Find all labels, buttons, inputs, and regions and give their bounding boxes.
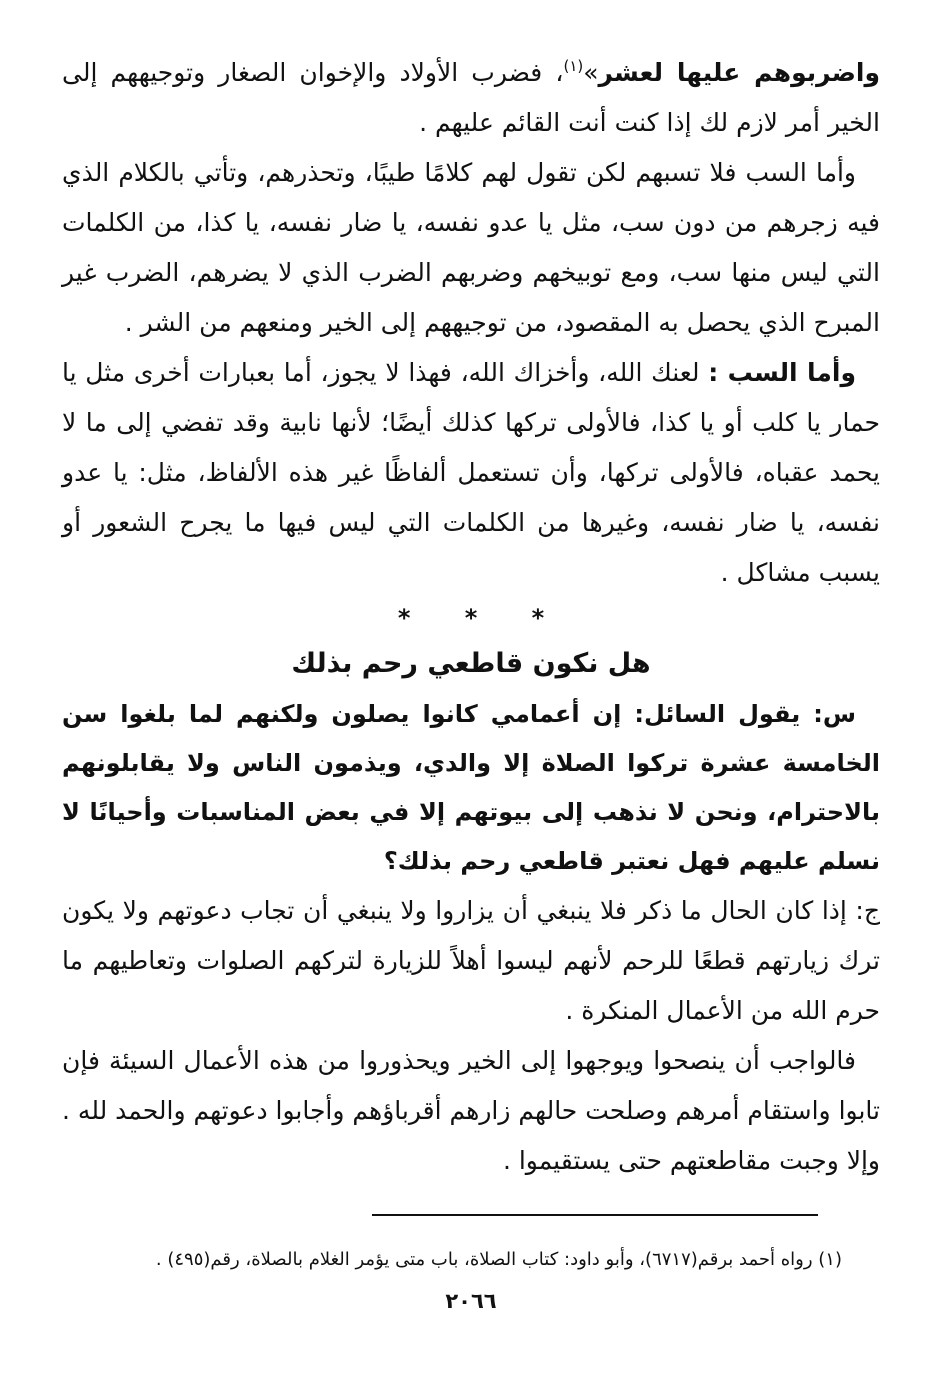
quote-mark: » [583, 58, 599, 87]
answer-text: ج: إذا كان الحال ما ذكر فلا ينبغي أن يزاروا ولا ينبغي أن تجاب دعوتهم ولا يكون ترك زيارتهم قطعًا للرحم لأنهم ليسوا أهلاً للزيارة لتركهم الصلوات وتعاطيهم ما حرم الله من الأعمال المنكرة . [62, 896, 880, 1025]
section-separator: * * * [397, 604, 545, 632]
paragraph-2: وأما السب فلا تسبهم لكن تقول لهم كلامًا طيبًا، وتحذرهم، وتأتي بالكلام الذي فيه زجرهم من دون سب، مثل يا عدو نفسه، يا ضار نفسه، يا كذا، من الكلمات التي ليس منها سب، ومع توبيخهم وضربهم الضرب الذي لا يضرهم، الضرب غير المبرح الذي يحصل به المقصود، من توجيههم إلى الخير ومنعهم من الشر . [62, 158, 880, 337]
paragraph-3-text: لعنك الله، وأخزاك الله، فهذا لا يجوز، أما بعبارات أخرى مثل يا حمار يا كلب أو يا كذا، فالأولى تركها كذلك أيضًا؛ لأنها نابية وقد تفضي إلى ما لا يحمد عقباه، فالأولى تركها، وأن تستعمل ألفاظًا غير هذه الألفاظ، مثل: يا عدو نفسه، يا ضار نفسه، وغيرها من الكلمات التي ليس فيها ما يجرح الشعور أو يسبب مشاكل . [62, 358, 880, 587]
conclusion-text: فالواجب أن ينصحوا ويوجهوا إلى الخير ويحذوروا من هذه الأعمال السيئة فإن تابوا واستقام أمرهم وصلحت حالهم زارهم أقرباؤهم وأجابوا دعوتهم والحمد لله . وإلا وجبت مقاطعتهم حتى يستقيموا . [62, 1046, 880, 1175]
page-body [62, 48, 880, 1186]
section-heading: هل نكون قاطعي رحم بذلك [291, 648, 651, 679]
paragraph-1-text: ، فضرب الأولاد والإخوان الصغار وتوجيههم إلى الخير أمر لازم لك إذا كنت أنت القائم عليهم . [62, 58, 880, 137]
footnote: (١) رواه أحمد برقم(٦٧١٧)، وأبو داود: كتاب الصلاة، باب متى يؤمر الغلام بالصلاة، رقم(٤٩٥) . [155, 1249, 842, 1270]
hadith-quote: واضربوهم عليها لعشر [598, 58, 880, 87]
footnote-divider [372, 1214, 818, 1216]
footnote-ref[interactable]: (١) [563, 57, 584, 75]
question-text: س: يقول السائل: إن أعمامي كانوا يصلون ولكنهم لما بلغوا سن الخامسة عشرة تركوا الصلاة إلا والدي، ويذمون الناس ولا يقابلونهم بالاحترام، ونحن لا نذهب إلى بيوتهم إلا في بعض المناسبات وأحيانًا لا نسلم عليهم فهل نعتبر قاطعي رحم بذلك؟ [62, 700, 880, 875]
paragraph-3-lead: وأما السب : [708, 358, 856, 387]
paragraph-1 [62, 48, 880, 148]
paragraph-3 [62, 348, 880, 598]
page-number: ٢٠٦٦ [445, 1289, 497, 1313]
